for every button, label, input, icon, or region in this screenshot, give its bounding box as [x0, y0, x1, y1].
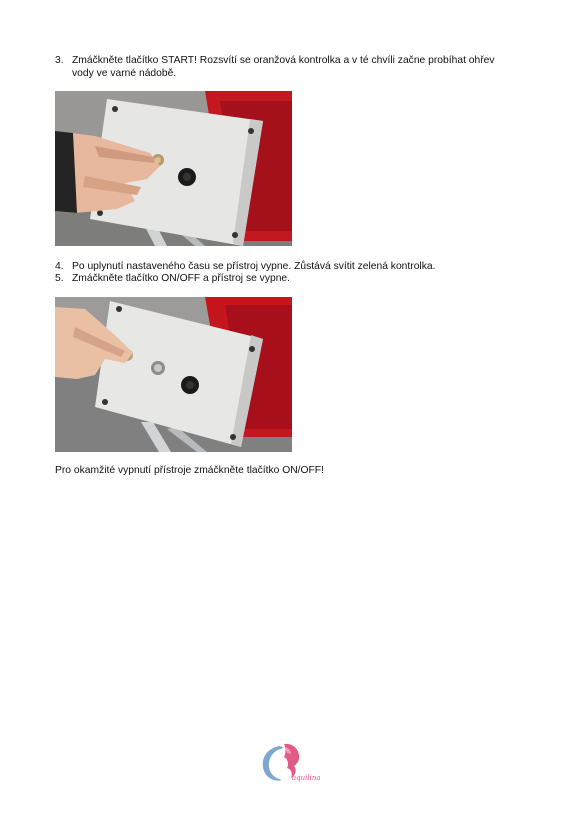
- control-box-photo-start-icon: [55, 91, 292, 246]
- horse-head-logo-icon: [258, 740, 322, 784]
- step-text-line1: Zmáčkněte tlačítko START! Rozsvítí se oranžová kontrolka a v té chvíli začne probíhat ohřev: [72, 55, 495, 66]
- off-note: Pro okamžité vypnutí přístroje zmáčkněte tlačítko ON/OFF!: [55, 465, 324, 476]
- step-text-line1: Po uplynutí nastaveného času se přístroj vypne. Zůstává svítit zelená kontrolka.: [72, 261, 436, 272]
- step-5: [55, 273, 555, 286]
- step-number: 5.: [55, 273, 64, 284]
- control-box-photo-onoff-icon: [55, 297, 292, 452]
- step-text-line1: Zmáčkněte tlačítko ON/OFF a přístroj se vypne.: [72, 273, 291, 284]
- step-text-line2: vody ve varné nádobě.: [72, 67, 177, 79]
- step-3: [55, 55, 555, 81]
- logo-wordmark: aquilina: [292, 774, 321, 782]
- step-number: 3.: [55, 55, 64, 66]
- step-number: 4.: [55, 261, 64, 272]
